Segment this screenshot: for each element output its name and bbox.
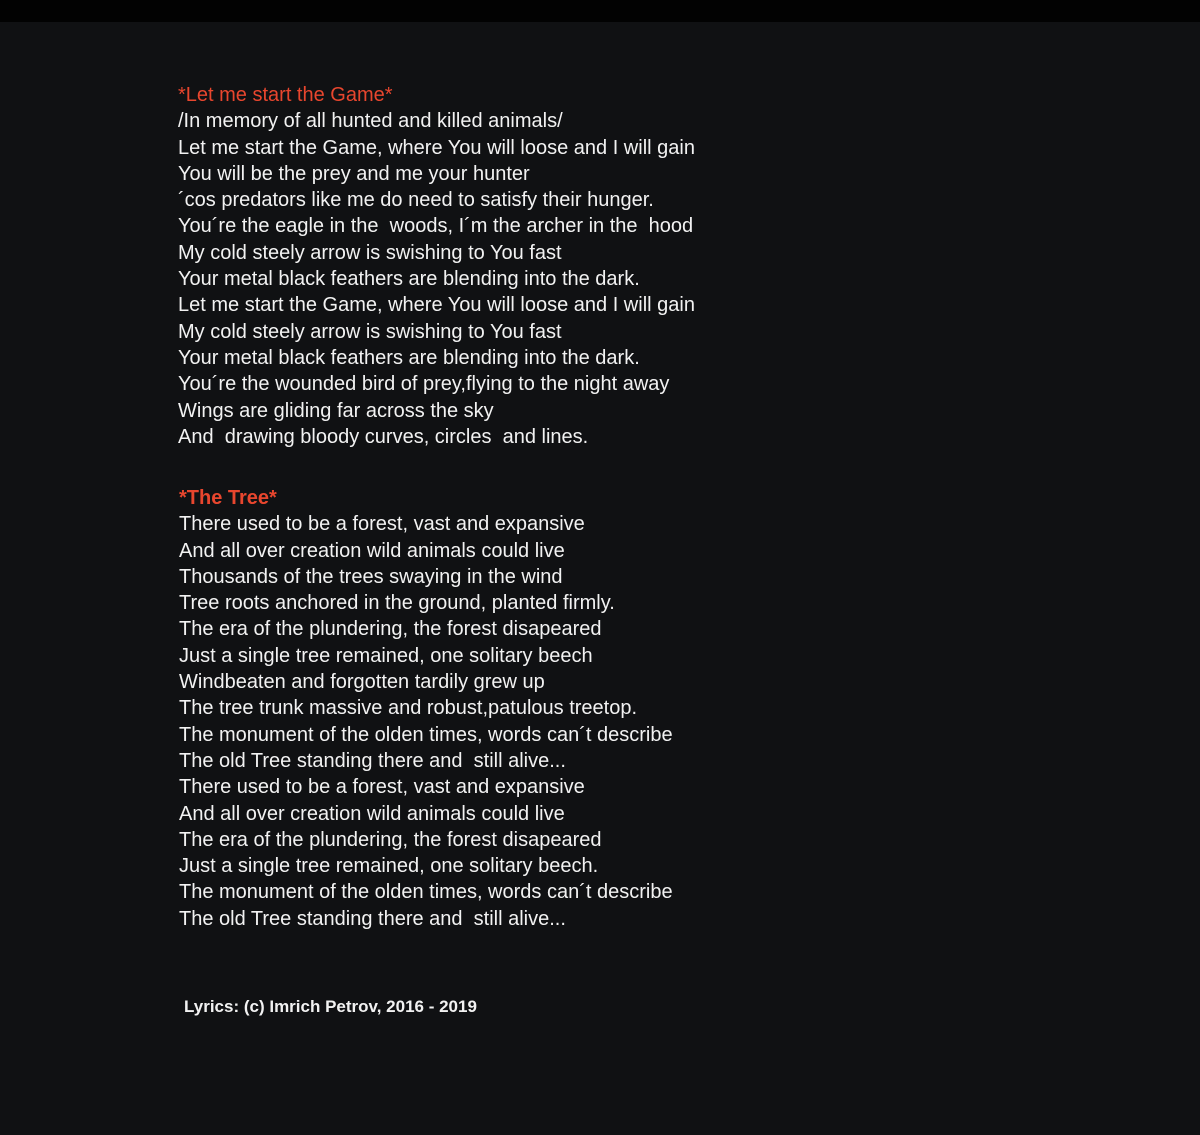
poem-title: *The Tree*: [179, 487, 277, 509]
poem-line: The era of the plundering, the forest disapeared: [179, 828, 602, 851]
poem-line: Let me start the Game, where You will loose and I will gain: [178, 136, 695, 159]
poem-line: Tree roots anchored in the ground, planted firmly.: [179, 592, 615, 615]
poem-line: There used to be a forest, vast and expansive: [179, 776, 585, 799]
poem-line: The monument of the olden times, words can´t describe: [179, 881, 673, 904]
poem-line: Thousands of the trees swaying in the wind: [179, 565, 563, 588]
poem-line: There used to be a forest, vast and expansive: [179, 513, 585, 536]
poem-line: You´re the wounded bird of prey,flying to the night away: [178, 373, 670, 396]
poem-line: Let me start the Game, where You will loose and I will gain: [178, 294, 695, 317]
poem-line: My cold steely arrow is swishing to You fast: [178, 320, 562, 343]
poem-line: The old Tree standing there and still alive...: [179, 749, 566, 772]
poem-the-tree: [179, 485, 799, 932]
poem-line: You´re the eagle in the woods, I´m the archer in the hood: [178, 215, 694, 238]
poem-line: Your metal black feathers are blending into the dark.: [178, 346, 640, 369]
poem-line: The monument of the olden times, words can´t describe: [179, 723, 673, 746]
poem-title: *Let me start the Game*: [178, 84, 393, 106]
poem-line: And all over creation wild animals could live: [179, 539, 565, 562]
poem-let-me-start-the-game: [178, 82, 798, 450]
poem-line: Wings are gliding far across the sky: [178, 399, 494, 422]
lyrics-credit: Lyrics: (c) Imrich Petrov, 2016 - 2019: [184, 997, 477, 1016]
poem-line: Just a single tree remained, one solitary beech.: [179, 855, 599, 878]
top-bar: [0, 0, 1200, 22]
poem-line: Your metal black feathers are blending into the dark.: [178, 268, 640, 291]
poem-line: The era of the plundering, the forest disapeared: [179, 618, 602, 641]
poem-line: And drawing bloody curves, circles and lines.: [178, 425, 589, 448]
poem-line: My cold steely arrow is swishing to You fast: [178, 241, 562, 264]
poem-line: The tree trunk massive and robust,patulous treetop.: [179, 697, 638, 720]
poem-line: You will be the prey and me your hunter: [178, 162, 530, 185]
poem-line: Just a single tree remained, one solitary beech: [179, 644, 593, 667]
poem-line: /In memory of all hunted and killed animals/: [178, 110, 563, 133]
poem-line: ´cos predators like me do need to satisfy their hunger.: [178, 189, 654, 212]
poem-line: And all over creation wild animals could live: [179, 802, 565, 825]
poem-line: The old Tree standing there and still alive...: [179, 907, 566, 930]
poem-line: Windbeaten and forgotten tardily grew up: [179, 671, 545, 694]
